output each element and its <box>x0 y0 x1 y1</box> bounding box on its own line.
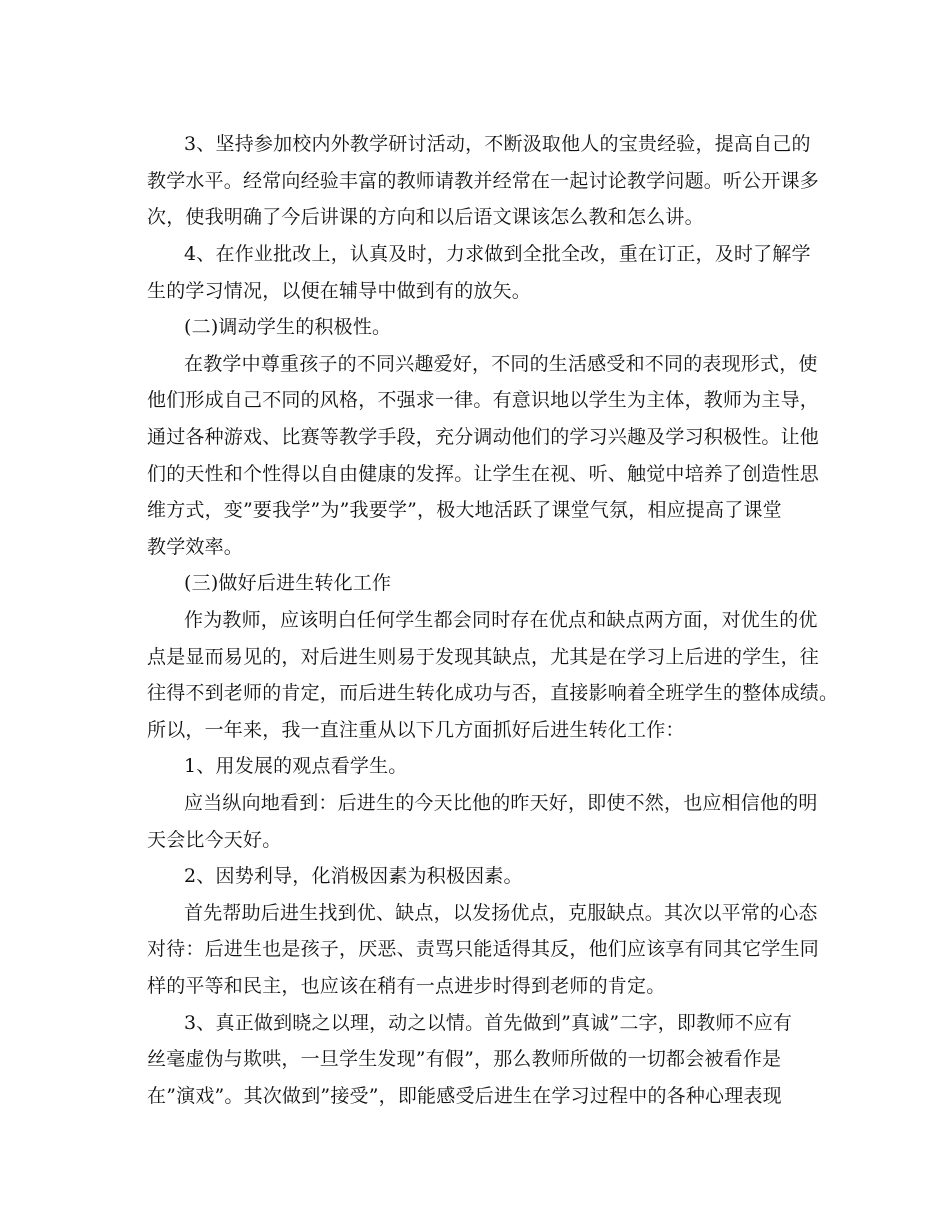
paragraph-line: 生的学习情况，以便在辅导中做到有的放矢。 <box>147 280 532 302</box>
paragraph-line: 丝毫虚伪与欺哄，一旦学生发现”有假”，那么教师所做的一切都会被看作是 <box>147 1048 782 1070</box>
paragraph-line: 对待：后进生也是孩子，厌恶、责骂只能适得其反，他们应该享有同其它学生同 <box>147 938 820 960</box>
paragraph-line: 他们形成自己不同的风格，不强求一律。有意识地以学生为主体，教师为主导， <box>147 389 820 411</box>
paragraph-line: 所以，一年来，我一直注重从以下几方面抓好后进生转化工作： <box>147 719 685 741</box>
paragraph-line: 们的天性和个性得以自由健康的发挥。让学生在视、听、触觉中培养了创造性思 <box>147 463 820 485</box>
subsection-heading: 1、用发展的观点看学生。 <box>184 755 408 777</box>
paragraph-line: 教学水平。经常向经验丰富的教师请教并经常在一起讨论教学问题。听公开课多 <box>147 170 820 192</box>
paragraph-line: 次，使我明确了今后讲课的方向和以后语文课该怎么教和怎么讲。 <box>147 206 704 228</box>
paragraph-line: 首先帮助后进生找到优、缺点，以发扬优点，克服缺点。其次以平常的心态 <box>184 902 818 924</box>
paragraph-line: 3、坚持参加校内外教学研讨活动，不断汲取他人的宝贵经验，提高自己的 <box>184 133 811 155</box>
paragraph-line: 点是显而易见的，对后进生则易于发现其缺点，尤其是在学习上后进的学生，往 <box>147 646 820 668</box>
paragraph-line: 在教学中尊重孩子的不同兴趣爱好，不同的生活感受和不同的表现形式，使 <box>184 353 818 375</box>
subsection-heading: 2、因势利导，化消极因素为积极因素。 <box>184 865 523 887</box>
paragraph-line: 样的平等和民主，也应该在稍有一点进步时得到老师的肯定。 <box>147 975 666 997</box>
section-heading: (三)做好后进生转化工作 <box>184 572 392 594</box>
paragraph-line: 通过各种游戏、比赛等教学手段，充分调动他们的学习兴趣及学习积极性。让他 <box>147 426 820 448</box>
paragraph-line: 天会比今天好。 <box>147 829 282 851</box>
paragraph-line: 4、在作业批改上，认真及时，力求做到全批全改，重在订正，及时了解学 <box>184 243 811 265</box>
section-heading: (二)调动学生的积极性。 <box>184 316 392 338</box>
paragraph-line: 作为教师，应该明白任何学生都会同时存在优点和缺点两方面，对优生的优 <box>184 609 818 631</box>
paragraph-line: 应当纵向地看到：后进生的今天比他的昨天好，即使不然，也应相信他的明 <box>184 792 818 814</box>
paragraph-line: 往得不到老师的肯定，而后进生转化成功与否，直接影响着全班学生的整体成绩。 <box>147 682 839 704</box>
paragraph-line: 在”演戏”。其次做到”接受”，即能感受后进生在学习过程中的各种心理表现 <box>147 1085 782 1107</box>
paragraph-line: 教学效率。 <box>147 536 244 558</box>
paragraph-line: 维方式，变”要我学”为”我要学”，极大地活跃了课堂气氛，相应提高了课堂 <box>147 499 782 521</box>
paragraph-line: 3、真正做到晓之以理，动之以情。首先做到”真诚”二字，即教师不应有 <box>184 1012 793 1034</box>
